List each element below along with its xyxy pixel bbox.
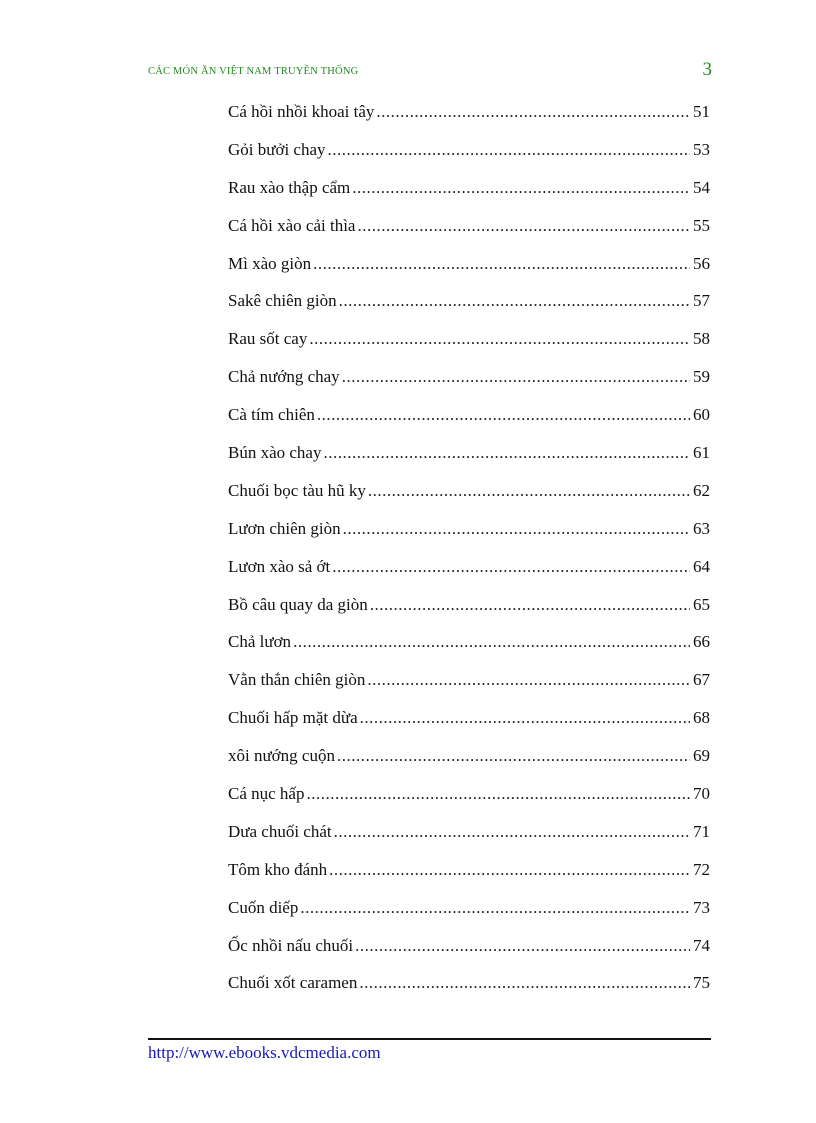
toc-entry-title: Gỏi bưởi chay [228,139,326,159]
dot-leader [376,98,690,126]
toc-entry-page: 54 [693,177,710,197]
dot-leader [309,325,690,353]
toc-entry-page: 60 [693,405,710,425]
dot-leader [313,250,690,278]
toc-entry-page: 59 [693,367,710,387]
toc-entry-title: Chuối xốt caramen [228,973,358,993]
toc-entry-title: Chả lươn [228,632,292,652]
toc-entry-page: 73 [693,897,710,917]
toc-entry-page: 71 [693,821,710,841]
toc-entry[interactable] [228,780,710,818]
toc-entry-title: Rau xào thập cẩm [228,177,351,197]
toc-entry-page: 66 [693,632,710,652]
toc-entry[interactable] [228,742,710,780]
dot-leader [332,553,690,581]
dot-leader [329,856,690,884]
toc-entry-page: 63 [693,518,710,538]
footer-website-link[interactable]: http://www.ebooks.vdcmedia.com [148,1043,381,1062]
toc-entry-page: 75 [693,973,710,993]
dot-leader [355,932,690,960]
toc-entry-page: 57 [693,291,710,311]
dot-leader [339,287,690,315]
toc-entry-title: Ốc nhồi nấu chuối [228,935,354,955]
dot-leader [342,363,690,391]
dot-leader [357,212,690,240]
dot-leader [367,666,690,694]
toc-entry-page: 61 [693,443,710,463]
toc-entry[interactable] [228,591,710,629]
toc-entry-title: Cá hồi xào cải thìa [228,215,356,235]
dot-leader [328,136,690,164]
footer-divider [148,1038,711,1040]
toc-entry-title: Cá hồi nhồi khoai tây [228,102,375,121]
dot-leader [343,515,690,543]
toc-entry[interactable] [228,439,710,477]
toc-entry[interactable] [228,894,710,932]
dot-leader [323,439,690,467]
toc-entry-title: Dưa chuối chát [228,821,332,841]
toc-entry[interactable] [228,628,710,666]
toc-entry[interactable] [228,818,710,856]
toc-entry[interactable] [228,515,710,553]
toc-entry[interactable] [228,363,710,401]
toc-entry[interactable] [228,932,710,970]
table-of-contents [228,98,710,1007]
running-header-title: CÁC MÓN ĂN VIỆT NAM TRUYỀN THỐNG [148,66,359,77]
toc-entry-title: Chuối hấp mặt dừa [228,708,358,728]
toc-entry-title: Chả nướng chay [228,367,340,387]
toc-entry-page: 69 [693,746,710,766]
toc-entry-page: 74 [693,935,710,955]
dot-leader [300,894,690,922]
toc-entry-title: Chuối bọc tàu hũ ky [228,480,366,500]
dot-leader [317,401,690,429]
toc-entry-page: 64 [693,556,710,576]
dot-leader [337,742,690,770]
toc-entry-title: Sakê chiên giòn [228,291,337,311]
toc-entry-title: Bún xào chay [228,443,322,463]
toc-entry[interactable] [228,212,710,250]
dot-leader [334,818,690,846]
dot-leader [306,780,690,808]
toc-entry[interactable] [228,136,710,174]
toc-entry-page: 51 [693,102,710,121]
dot-leader [293,628,690,656]
toc-entry[interactable] [228,401,710,439]
toc-entry-title: Vằn thắn chiên giòn [228,670,366,690]
toc-entry-title: xôi nướng cuộn [228,746,335,766]
toc-entry-page: 53 [693,139,710,159]
toc-entry-page: 58 [693,329,710,349]
toc-entry[interactable] [228,250,710,288]
toc-entry-title: Lươn chiên giòn [228,518,341,538]
toc-entry-title: Cuốn diếp [228,897,299,917]
toc-entry[interactable] [228,174,710,212]
toc-entry-title: Mì xào giòn [228,253,312,273]
toc-entry-page: 68 [693,708,710,728]
toc-entry[interactable] [228,856,710,894]
dot-leader [370,591,690,619]
toc-entry[interactable] [228,325,710,363]
toc-entry-page: 70 [693,784,710,804]
dot-leader [368,477,690,505]
toc-entry-page: 62 [693,480,710,500]
toc-entry-page: 56 [693,253,710,273]
dot-leader [359,969,690,997]
toc-entry-page: 55 [693,215,710,235]
toc-entry-title: Bồ câu quay da giòn [228,594,368,614]
toc-entry[interactable] [228,477,710,515]
toc-entry-title: Cá nục hấp [228,784,305,804]
toc-entry-title: Lươn xào sả ớt [228,556,331,576]
toc-entry-page: 72 [693,859,710,879]
dot-leader [352,174,690,202]
page-number: 3 [702,59,712,80]
toc-entry-title: Tôm kho đánh [228,859,328,879]
toc-entry[interactable] [228,98,710,136]
toc-entry[interactable] [228,287,710,325]
toc-entry-title: Rau sốt cay [228,329,308,349]
toc-entry[interactable] [228,704,710,742]
toc-entry[interactable] [228,969,710,1007]
toc-entry[interactable] [228,553,710,591]
toc-entry-title: Cà tím chiên [228,405,315,425]
toc-entry-page: 65 [693,594,710,614]
toc-entry-page: 67 [693,670,710,690]
dot-leader [360,704,690,732]
toc-entry[interactable] [228,666,710,704]
